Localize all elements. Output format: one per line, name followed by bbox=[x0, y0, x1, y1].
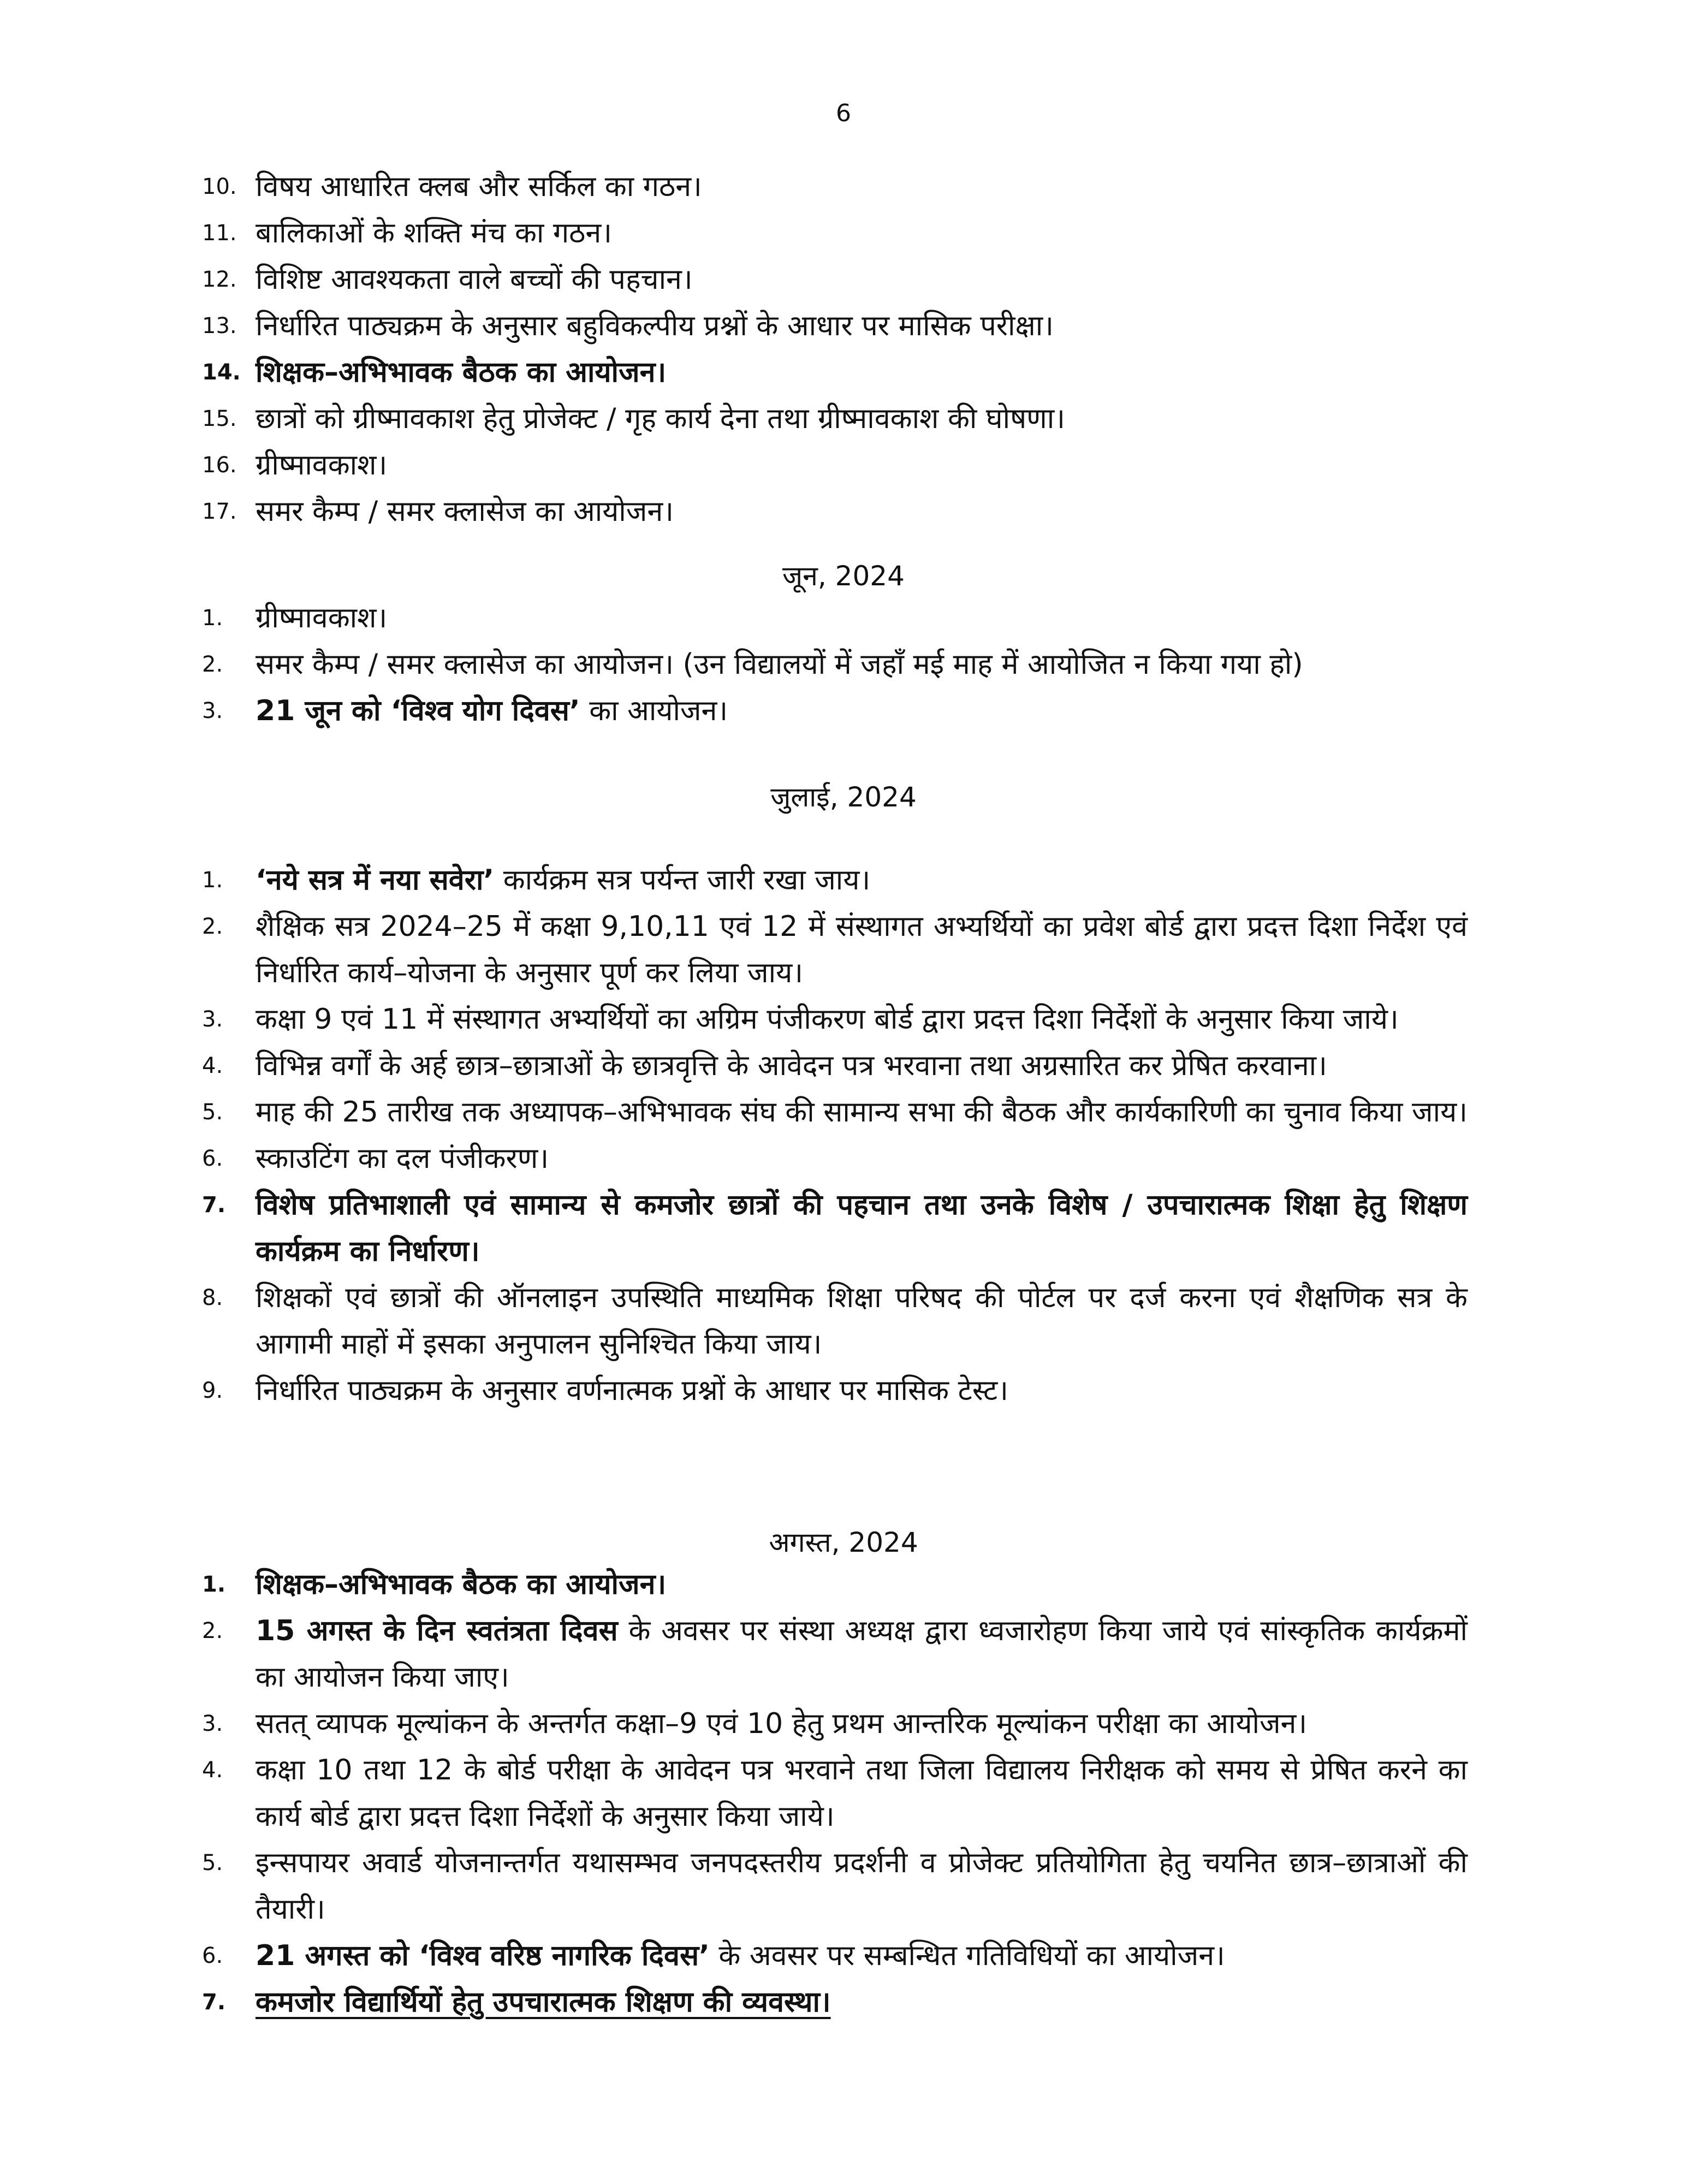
item-text bbox=[256, 688, 1468, 734]
item-text: ग्रीष्मावकाश। bbox=[256, 602, 388, 634]
item-number: 10. bbox=[202, 174, 237, 199]
list-item bbox=[0, 904, 1687, 996]
item-number: 2. bbox=[202, 652, 223, 677]
item-text: कक्षा 9 एवं 11 में संस्थागत अभ्यर्थियों का अग्रिम पंजीकरण बोर्ड द्वारा प्रदत्त दिशा निर्देशों के अनुसार किया जाये। bbox=[256, 1003, 1399, 1036]
list-item bbox=[0, 164, 1687, 210]
item-number: 3. bbox=[202, 698, 223, 723]
item-text: शिक्षकों एवं छात्रों की ऑनलाइन उपस्थिति माध्यमिक शिक्षा परिषद की पोर्टल पर दर्ज करना एवं शैक्षणिक सत्र के आगामी माहों में इसका अनुपालन सुनिश्चित किया जाय। bbox=[256, 1281, 1468, 1361]
item-text bbox=[256, 1979, 1468, 2026]
item-text: ग्रीष्मावकाश। bbox=[256, 449, 388, 482]
item-rest-text: कार्यक्रम सत्र पर्यन्त जारी रखा जाय। bbox=[494, 864, 871, 897]
item-bold-text: 21 अगस्त को ‘विश्व वरिष्ठ नागरिक दिवस’ bbox=[256, 1939, 710, 1972]
list-item bbox=[0, 442, 1687, 489]
list-item bbox=[0, 1701, 1687, 1747]
item-rest-text: के अवसर पर संस्था अध्यक्ष द्वारा ध्वजारोहण किया जाये एवं सांस्कृतिक कार्यक्रमों का आयोजन किया जाए। bbox=[256, 1615, 1468, 1694]
item-number: 6. bbox=[202, 1943, 223, 1968]
list-item bbox=[0, 257, 1687, 303]
item-number: 8. bbox=[202, 1285, 223, 1310]
item-bold-text: 21 जून को ‘विश्व योग दिवस’ bbox=[256, 695, 580, 727]
item-number: 6. bbox=[202, 1146, 223, 1171]
list-item bbox=[0, 595, 1687, 642]
item-number: 9. bbox=[202, 1378, 223, 1403]
page-number: 6 bbox=[836, 99, 851, 127]
item-bold-text: ‘नये सत्र में नया सवेरा’ bbox=[256, 864, 495, 897]
item-text bbox=[256, 1933, 1468, 1979]
item-bold-text: 15 अगस्त के दिन स्वतंत्रता दिवस bbox=[256, 1615, 618, 1647]
item-rest-text: का आयोजन। bbox=[580, 695, 728, 727]
item-number: 13. bbox=[202, 313, 237, 339]
item-text: समर कैम्प / समर क्लासेज का आयोजन। bbox=[256, 495, 674, 528]
item-text: इन्सपायर अवार्ड योजनान्तर्गत यथासम्भव जनपदस्तरीय प्रदर्शनी व प्रोजेक्ट प्रतियोगिता हेतु चयनित छात्र–छात्राओं की तैयारी। bbox=[256, 1847, 1468, 1926]
list-item bbox=[0, 1747, 1687, 1840]
list-item bbox=[0, 1043, 1687, 1089]
item-number: 17. bbox=[202, 499, 237, 524]
list-item bbox=[0, 1840, 1687, 1933]
list-item bbox=[0, 1368, 1687, 1414]
august-list bbox=[0, 1562, 1687, 2026]
item-text: विशेष प्रतिभाशाली एवं सामान्य से कमजोर छात्रों की पहचान तथा उनके विशेष / उपचारात्मक शिक्षा हेतु शिक्षण कार्यक्रम का निर्धारण। bbox=[256, 1189, 1468, 1268]
item-number: 1. bbox=[202, 868, 223, 893]
list-item bbox=[0, 857, 1687, 904]
list-item bbox=[0, 210, 1687, 257]
item-number: 5. bbox=[202, 1100, 223, 1125]
item-text: निर्धारित पाठ्यक्रम के अनुसार बहुविकल्पीय प्रश्नों के आधार पर मासिक परीक्षा। bbox=[256, 310, 1054, 342]
item-number: 3. bbox=[202, 1711, 223, 1736]
item-number: 16. bbox=[202, 453, 237, 478]
item-text: माह की 25 तारीख तक अध्यापक–अभिभावक संघ की सामान्य सभा की बैठक और कार्यकारिणी का चुनाव किया जाय। bbox=[256, 1096, 1468, 1129]
item-number: 14. bbox=[202, 360, 241, 385]
item-text: समर कैम्प / समर क्लासेज का आयोजन। (उन विद्यालयों में जहाँ मई माह में आयोजित न किया गया हो) bbox=[256, 648, 1303, 681]
list-item bbox=[0, 396, 1687, 442]
list-item bbox=[0, 1089, 1687, 1136]
list-item bbox=[0, 1275, 1687, 1368]
item-rest-text: के अवसर पर सम्बन्धित गतिविधियों का आयोजन। bbox=[709, 1939, 1225, 1972]
list-item bbox=[0, 1182, 1687, 1275]
item-number: 4. bbox=[202, 1053, 223, 1078]
list-item bbox=[0, 1562, 1687, 1608]
item-text: शिक्षक–अभिभावक बैठक का आयोजन। bbox=[256, 1568, 667, 1601]
list-item bbox=[0, 1608, 1687, 1701]
item-number: 11. bbox=[202, 221, 237, 246]
item-text: शिक्षक–अभिभावक बैठक का आयोजन। bbox=[256, 356, 667, 389]
item-text: विशिष्ट आवश्यकता वाले बच्चों की पहचान। bbox=[256, 263, 693, 296]
list-item bbox=[0, 996, 1687, 1043]
list-item bbox=[0, 303, 1687, 349]
item-text: स्काउटिंग का दल पंजीकरण। bbox=[256, 1142, 549, 1175]
june-list bbox=[0, 595, 1687, 734]
item-text: छात्रों को ग्रीष्मावकाश हेतु प्रोजेक्ट / गृह कार्य देना तथा ग्रीष्मावकाश की घोषणा। bbox=[256, 402, 1065, 435]
item-number: 7. bbox=[202, 1192, 226, 1218]
section-heading-august: अगस्त, 2024 bbox=[769, 1527, 918, 1558]
item-text: बालिकाओं के शक्ति मंच का गठन। bbox=[256, 217, 612, 250]
item-number: 5. bbox=[202, 1850, 223, 1876]
section-heading-june: जून, 2024 bbox=[782, 560, 905, 592]
item-number: 15. bbox=[202, 406, 237, 431]
list-item bbox=[0, 642, 1687, 688]
item-text: विभिन्न वर्गों के अर्ह छात्र–छात्राओं के छात्रवृत्ति के आवेदन पत्र भरवाना तथा अग्रसारित कर प्रेषित करवाना। bbox=[256, 1049, 1327, 1082]
item-text bbox=[256, 857, 1468, 904]
item-number: 4. bbox=[202, 1758, 223, 1783]
item-number: 1. bbox=[202, 606, 223, 631]
list-item bbox=[0, 489, 1687, 535]
item-text: विषय आधारित क्लब और सर्किल का गठन। bbox=[256, 170, 702, 203]
item-number: 1. bbox=[202, 1572, 226, 1597]
list-item bbox=[0, 688, 1687, 734]
item-text: सतत् व्यापक मूल्यांकन के अन्तर्गत कक्षा–9 एवं 10 हेतु प्रथम आन्तरिक मूल्यांकन परीक्षा का आयोजन। bbox=[256, 1707, 1308, 1740]
list-item bbox=[0, 1933, 1687, 1979]
list-item bbox=[0, 1136, 1687, 1182]
item-text bbox=[256, 1608, 1468, 1701]
may-list bbox=[0, 164, 1687, 535]
item-number: 12. bbox=[202, 267, 237, 292]
section-heading-july: जुलाई, 2024 bbox=[770, 781, 917, 813]
list-item bbox=[0, 1979, 1687, 2026]
item-number: 7. bbox=[202, 1990, 226, 2015]
item-text: निर्धारित पाठ्यक्रम के अनुसार वर्णनात्मक प्रश्नों के आधार पर मासिक टेस्ट। bbox=[256, 1374, 1008, 1407]
underlined-item-text: कमजोर विद्यार्थियों हेतु उपचारात्मक शिक्षण की व्यवस्था। bbox=[256, 1986, 831, 2019]
july-list bbox=[0, 857, 1687, 1414]
item-text: शैक्षिक सत्र 2024–25 में कक्षा 9,10,11 एवं 12 में संस्थागत अभ्यर्थियों का प्रवेश बोर्ड द्वारा प्रदत्त दिशा निर्देश एवं निर्धारित कार्य–योजना के अनुसार पूर्ण कर लिया जाय। bbox=[256, 910, 1468, 989]
item-number: 2. bbox=[202, 1618, 223, 1643]
item-number: 3. bbox=[202, 1007, 223, 1032]
item-text: कक्षा 10 तथा 12 के बोर्ड परीक्षा के आवेदन पत्र भरवाने तथा जिला विद्यालय निरीक्षक को समय से प्रेषित करने का कार्य बोर्ड द्वारा प्रदत्त दिशा निर्देशों के अनुसार किया जाये। bbox=[256, 1754, 1468, 1833]
list-item bbox=[0, 349, 1687, 396]
item-number: 2. bbox=[202, 914, 223, 939]
